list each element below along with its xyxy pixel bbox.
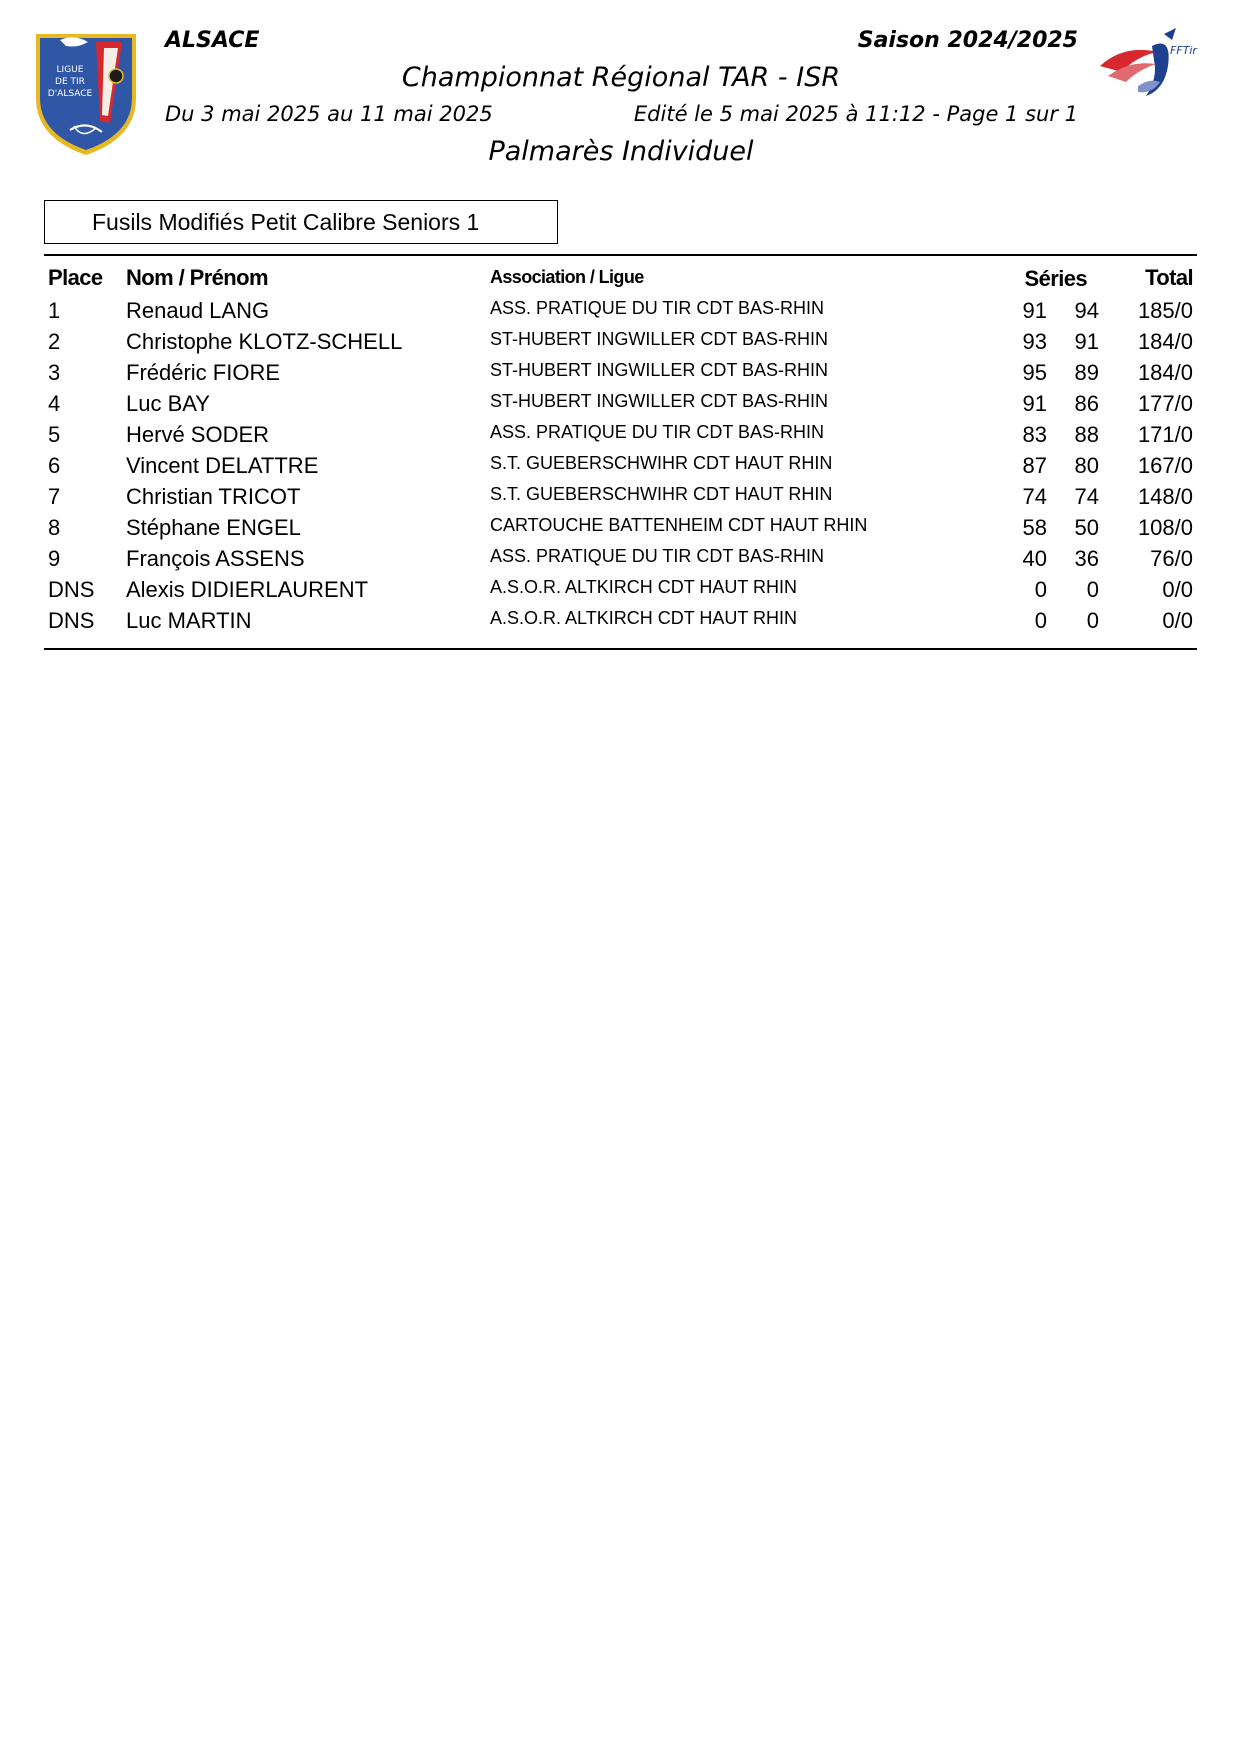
row-series-2: 86 [1074, 391, 1099, 416]
row-series-1: 87 [1022, 453, 1047, 478]
row-name: François ASSENS [126, 546, 305, 571]
row-association: ASS. PRATIQUE DU TIR CDT BAS-RHIN [490, 298, 825, 318]
row-series-1: 83 [1022, 422, 1047, 447]
row-series-2: 36 [1074, 546, 1099, 571]
page-title: Championnat Régional TAR - ISR [401, 62, 841, 93]
row-name: Hervé SODER [126, 422, 270, 447]
row-total: 184/0 [1137, 360, 1193, 385]
row-series-2: 0 [1086, 608, 1099, 633]
row-total: 76/0 [1150, 546, 1193, 571]
season-label: Saison 2024/2025 [857, 28, 1078, 53]
row-association: ASS. PRATIQUE DU TIR CDT BAS-RHIN [490, 546, 825, 566]
header-series: Séries [1024, 266, 1087, 291]
row-place: 7 [48, 484, 61, 509]
row-place: DNS [48, 577, 95, 602]
row-total: 177/0 [1137, 391, 1193, 416]
table-row [44, 481, 1197, 512]
row-place: 1 [48, 298, 61, 323]
row-series-1: 95 [1022, 360, 1047, 385]
row-total: 108/0 [1137, 515, 1193, 540]
row-place: 3 [48, 360, 61, 385]
row-series-2: 74 [1074, 484, 1099, 509]
row-total: 148/0 [1137, 484, 1193, 509]
row-association: A.S.O.R. ALTKIRCH CDT HAUT RHIN [490, 577, 798, 597]
row-name: Luc MARTIN [126, 608, 252, 633]
table-row [44, 605, 1197, 636]
fftir-logo-text: FFTir [1170, 44, 1197, 57]
row-series-2: 50 [1074, 515, 1099, 540]
row-name: Frédéric FIORE [126, 360, 281, 385]
edition-info: Edité le 5 mai 2025 à 11:12 - Page 1 sur 1 [633, 102, 1078, 126]
row-association: ASS. PRATIQUE DU TIR CDT BAS-RHIN [490, 422, 825, 442]
row-series-1: 91 [1022, 298, 1047, 323]
logo-text-line-3: D'ALSACE [47, 89, 93, 99]
row-place: 2 [48, 329, 61, 354]
row-series-1: 91 [1022, 391, 1047, 416]
row-series-2: 91 [1074, 329, 1099, 354]
row-association: A.S.O.R. ALTKIRCH CDT HAUT RHIN [490, 608, 798, 628]
row-total: 184/0 [1137, 329, 1193, 354]
table-row [44, 450, 1197, 481]
row-name: Alexis DIDIERLAURENT [126, 577, 369, 602]
header-place: Place [48, 265, 103, 290]
table-row [44, 388, 1197, 419]
row-association: ST-HUBERT INGWILLER CDT BAS-RHIN [490, 391, 829, 411]
row-association: S.T. GUEBERSCHWIHR CDT HAUT RHIN [490, 484, 833, 504]
row-place: 6 [48, 453, 61, 478]
row-association: CARTOUCHE BATTENHEIM CDT HAUT RHIN [490, 515, 868, 535]
row-name: Stéphane ENGEL [126, 515, 301, 540]
header-name: Nom / Prénom [126, 265, 268, 290]
row-name: Renaud LANG [126, 298, 270, 323]
row-association: S.T. GUEBERSCHWIHR CDT HAUT RHIN [490, 453, 833, 473]
row-series-2: 89 [1074, 360, 1099, 385]
row-name: Luc BAY [126, 391, 210, 416]
table-row [44, 419, 1197, 450]
row-name: Christian TRICOT [126, 484, 301, 509]
event-dates: Du 3 mai 2025 au 11 mai 2025 [165, 102, 493, 126]
header-total: Total [1145, 265, 1193, 290]
row-series-2: 94 [1074, 298, 1099, 323]
row-place: DNS [48, 608, 95, 633]
row-series-1: 0 [1034, 608, 1047, 633]
row-place: 4 [48, 391, 61, 416]
table-row [44, 574, 1197, 605]
row-series-1: 58 [1022, 515, 1047, 540]
row-name: Christophe KLOTZ-SCHELL [126, 329, 403, 354]
row-total: 0/0 [1162, 608, 1193, 633]
row-series-2: 88 [1074, 422, 1099, 447]
row-association: ST-HUBERT INGWILLER CDT BAS-RHIN [490, 329, 829, 349]
results-table [44, 262, 1197, 636]
row-place: 9 [48, 546, 61, 571]
row-series-1: 74 [1022, 484, 1047, 509]
table-row [44, 357, 1197, 388]
table-header-row [44, 262, 1197, 295]
row-place: 5 [48, 422, 61, 447]
row-name: Vincent DELATTRE [126, 453, 319, 478]
row-association: ST-HUBERT INGWILLER CDT BAS-RHIN [490, 360, 829, 380]
row-series-2: 0 [1086, 577, 1099, 602]
row-total: 167/0 [1137, 453, 1193, 478]
logo-text-line-2: DE TIR [55, 77, 85, 87]
category-title: Fusils Modifiés Petit Calibre Seniors 1 [44, 200, 558, 244]
row-total: 0/0 [1162, 577, 1193, 602]
table-bottom-rule [44, 648, 1197, 650]
page-subtitle: Palmarès Individuel [488, 136, 754, 167]
header-association: Association / Ligue [490, 267, 644, 287]
logo-text-line-1: LIGUE [56, 65, 84, 75]
row-series-1: 40 [1022, 546, 1047, 571]
table-top-rule [44, 254, 1197, 256]
table-row [44, 543, 1197, 574]
table-row [44, 512, 1197, 543]
region-label: ALSACE [165, 28, 260, 53]
table-row [44, 326, 1197, 357]
table-row [44, 295, 1197, 326]
row-series-1: 93 [1022, 329, 1047, 354]
row-series-1: 0 [1034, 577, 1047, 602]
row-total: 185/0 [1137, 298, 1193, 323]
row-series-2: 80 [1074, 453, 1099, 478]
row-place: 8 [48, 515, 61, 540]
row-total: 171/0 [1137, 422, 1193, 447]
